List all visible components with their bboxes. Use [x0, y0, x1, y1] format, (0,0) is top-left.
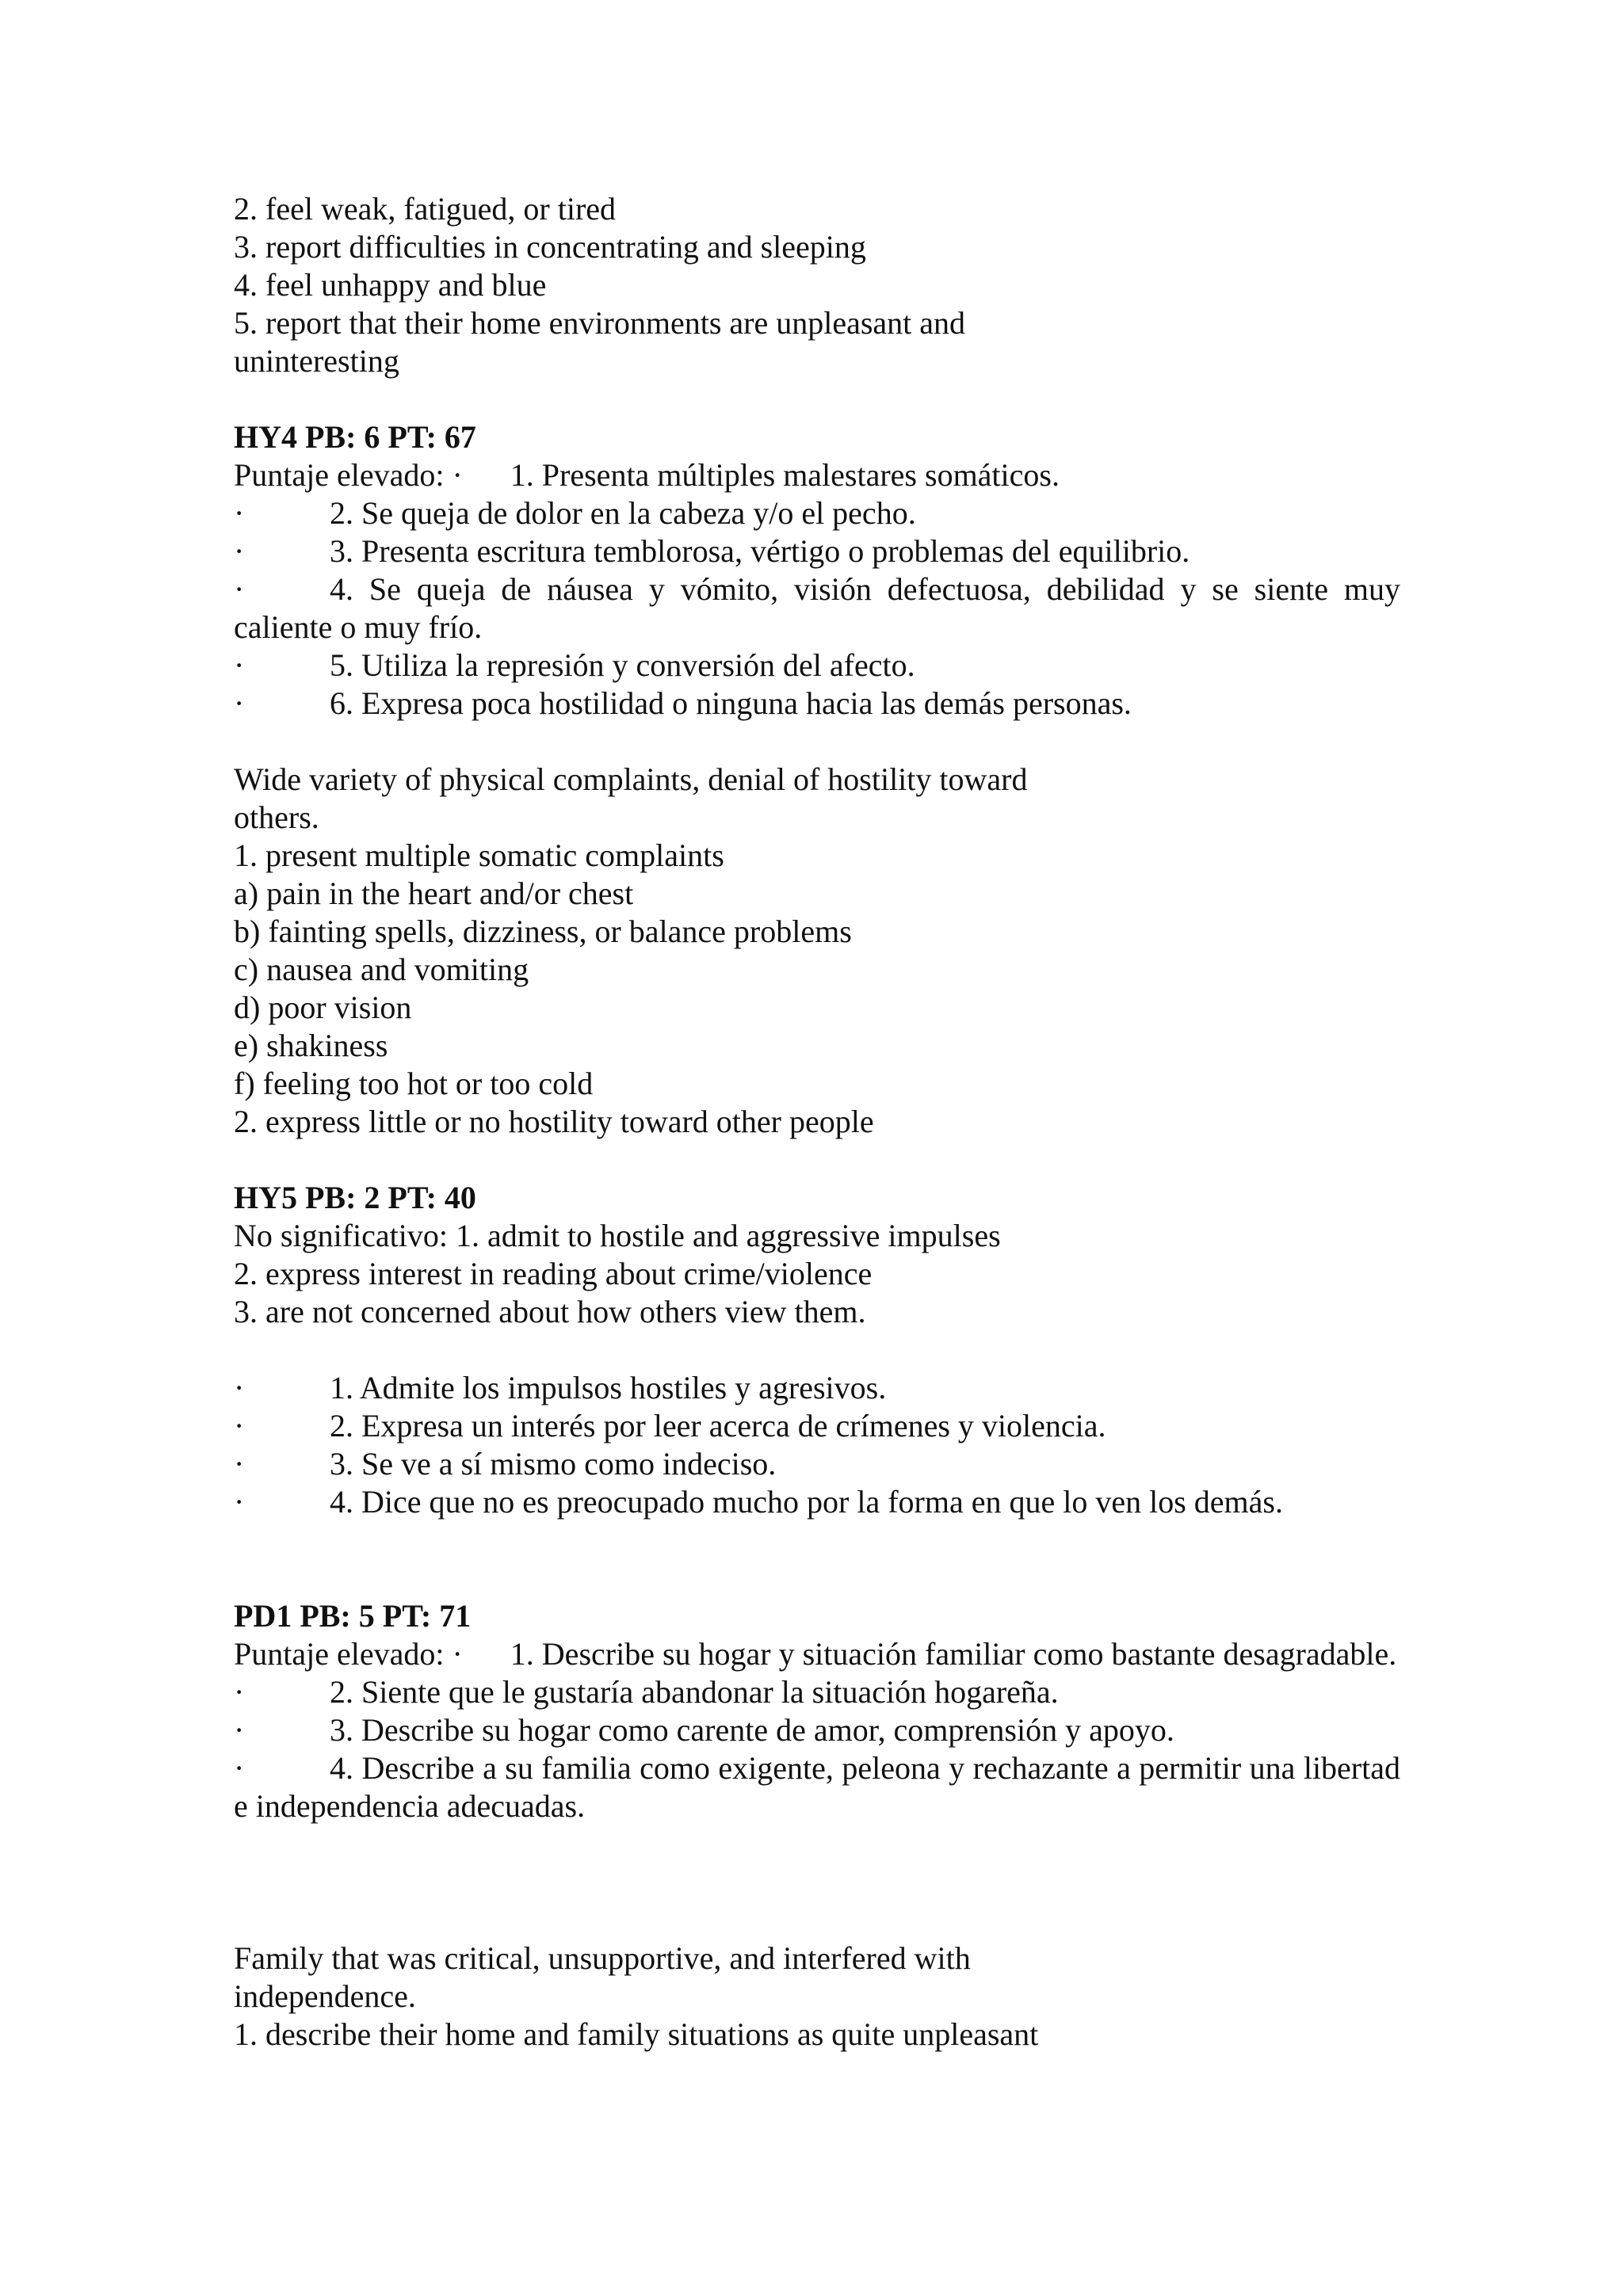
english-line: Wide variety of physical complaints, denial of hostility toward — [234, 761, 1028, 797]
english-line: b) fainting spells, dizziness, or balance problems — [234, 913, 852, 949]
bullet-item — [234, 1673, 1400, 1711]
list-item: 2. Expresa un interés por leer acerca de crímenes y violencia. — [330, 1408, 1106, 1444]
english-line: a) pain in the heart and/or chest — [234, 875, 634, 911]
section-heading: HY5 PB: 2 PT: 40 — [234, 1180, 476, 1215]
list-item: 4. Se queja de náusea y vómito, visión defectuosa, debilidad y se siente muy caliente o muy frío. — [234, 571, 1400, 645]
list-item: 5. report that their home environments are unpleasant and — [234, 305, 966, 341]
english-line: 1. present multiple somatic complaints — [234, 837, 724, 873]
list-item: 2. Siente que le gustaría abandonar la situación hogareña. — [330, 1674, 1059, 1710]
bullet-glyph: · — [234, 685, 245, 721]
lead-label: Puntaje elevado: · — [234, 1636, 463, 1672]
section-heading: HY4 PB: 6 PT: 67 — [234, 419, 476, 455]
list-item: 5. Utiliza la represión y conversión del afecto. — [330, 647, 915, 683]
list-item: 1. Describe su hogar y situación familiar como bastante desagradable. — [510, 1636, 1397, 1672]
bullet-paragraph — [234, 570, 1400, 646]
bullet-glyph: · — [234, 495, 245, 531]
english-line: 3. are not concerned about how others view them. — [234, 1294, 866, 1329]
bullet-item — [234, 646, 1400, 685]
english-line: 1. describe their home and family situations as quite unpleasant — [234, 2016, 1039, 2052]
english-line: Family that was critical, unsupportive, and interfered with — [234, 1940, 971, 1976]
bullet-glyph: · — [234, 647, 245, 683]
list-item: 3. Se ve a sí mismo como indeciso. — [330, 1446, 777, 1482]
english-line: others. — [234, 799, 319, 835]
list-item: 1. Presenta múltiples malestares somáticos. — [510, 457, 1060, 493]
english-line: f) feeling too hot or too cold — [234, 1066, 594, 1101]
section-heading: PD1 PB: 5 PT: 71 — [234, 1598, 472, 1634]
english-line: No significativo: 1. admit to hostile and aggressive impulses — [234, 1218, 1001, 1253]
list-item: 4. Dice que no es preocupado mucho por la forma en que lo ven los demás. — [330, 1484, 1283, 1520]
english-line: e) shakiness — [234, 1028, 388, 1063]
bullet-item — [234, 1711, 1400, 1749]
spacer — [234, 723, 1400, 761]
list-item: uninteresting — [234, 343, 399, 379]
list-item: 3. report difficulties in concentrating and sleeping — [234, 229, 866, 265]
list-item: 4. feel unhappy and blue — [234, 267, 547, 303]
bullet-item — [234, 1369, 1400, 1407]
spacer — [234, 1141, 1400, 1179]
intro-list — [234, 190, 1400, 380]
bullet-glyph: · — [234, 1408, 245, 1444]
spacer — [234, 1825, 1400, 1939]
list-item: 6. Expresa poca hostilidad o ninguna hacia las demás personas. — [330, 685, 1132, 721]
lead-line — [234, 456, 1400, 494]
english-line: independence. — [234, 1978, 416, 2014]
bullet-glyph: · — [234, 1750, 245, 1786]
list-item: 3. Describe su hogar como carente de amor, comprensión y apoyo. — [330, 1712, 1174, 1748]
bullet-paragraph — [234, 1749, 1400, 1825]
english-line: d) poor vision — [234, 990, 412, 1025]
bullet-glyph: · — [234, 1446, 245, 1482]
lead-label: Puntaje elevado: · — [234, 457, 463, 493]
bullet-glyph: · — [234, 571, 245, 607]
lead-paragraph — [234, 1635, 1400, 1673]
spacer — [234, 1331, 1400, 1369]
bullet-item — [234, 685, 1400, 723]
section-hy4 — [234, 418, 1400, 1141]
list-item: 4. Describe a su familia como exigente, peleona y rechazante a permitir una libertad e independencia adecuadas. — [234, 1750, 1400, 1824]
section-hy5 — [234, 1179, 1400, 1521]
bullet-glyph: · — [234, 1484, 245, 1520]
list-item: 3. Presenta escritura temblorosa, vértigo o problemas del equilibrio. — [330, 533, 1190, 569]
english-line: 2. express interest in reading about crime/violence — [234, 1256, 873, 1291]
list-item: 2. feel weak, fatigued, or tired — [234, 191, 617, 227]
bullet-item — [234, 532, 1400, 570]
section-pd1 — [234, 1597, 1400, 2054]
bullet-glyph: · — [234, 1712, 245, 1748]
spacer — [234, 1521, 1400, 1597]
bullet-item — [234, 1407, 1400, 1445]
bullet-glyph: · — [234, 1674, 245, 1710]
bullet-glyph: · — [234, 1370, 245, 1405]
list-item: 2. Se queja de dolor en la cabeza y/o el pecho. — [330, 495, 916, 531]
bullet-item — [234, 494, 1400, 532]
spacer — [234, 380, 1400, 418]
english-line: 2. express little or no hostility toward other people — [234, 1104, 874, 1139]
document-page — [234, 190, 1400, 2054]
english-line: c) nausea and vomiting — [234, 952, 529, 987]
bullet-item — [234, 1483, 1400, 1521]
bullet-glyph: · — [234, 533, 245, 569]
bullet-item — [234, 1445, 1400, 1483]
list-item: 1. Admite los impulsos hostiles y agresivos. — [330, 1370, 887, 1405]
